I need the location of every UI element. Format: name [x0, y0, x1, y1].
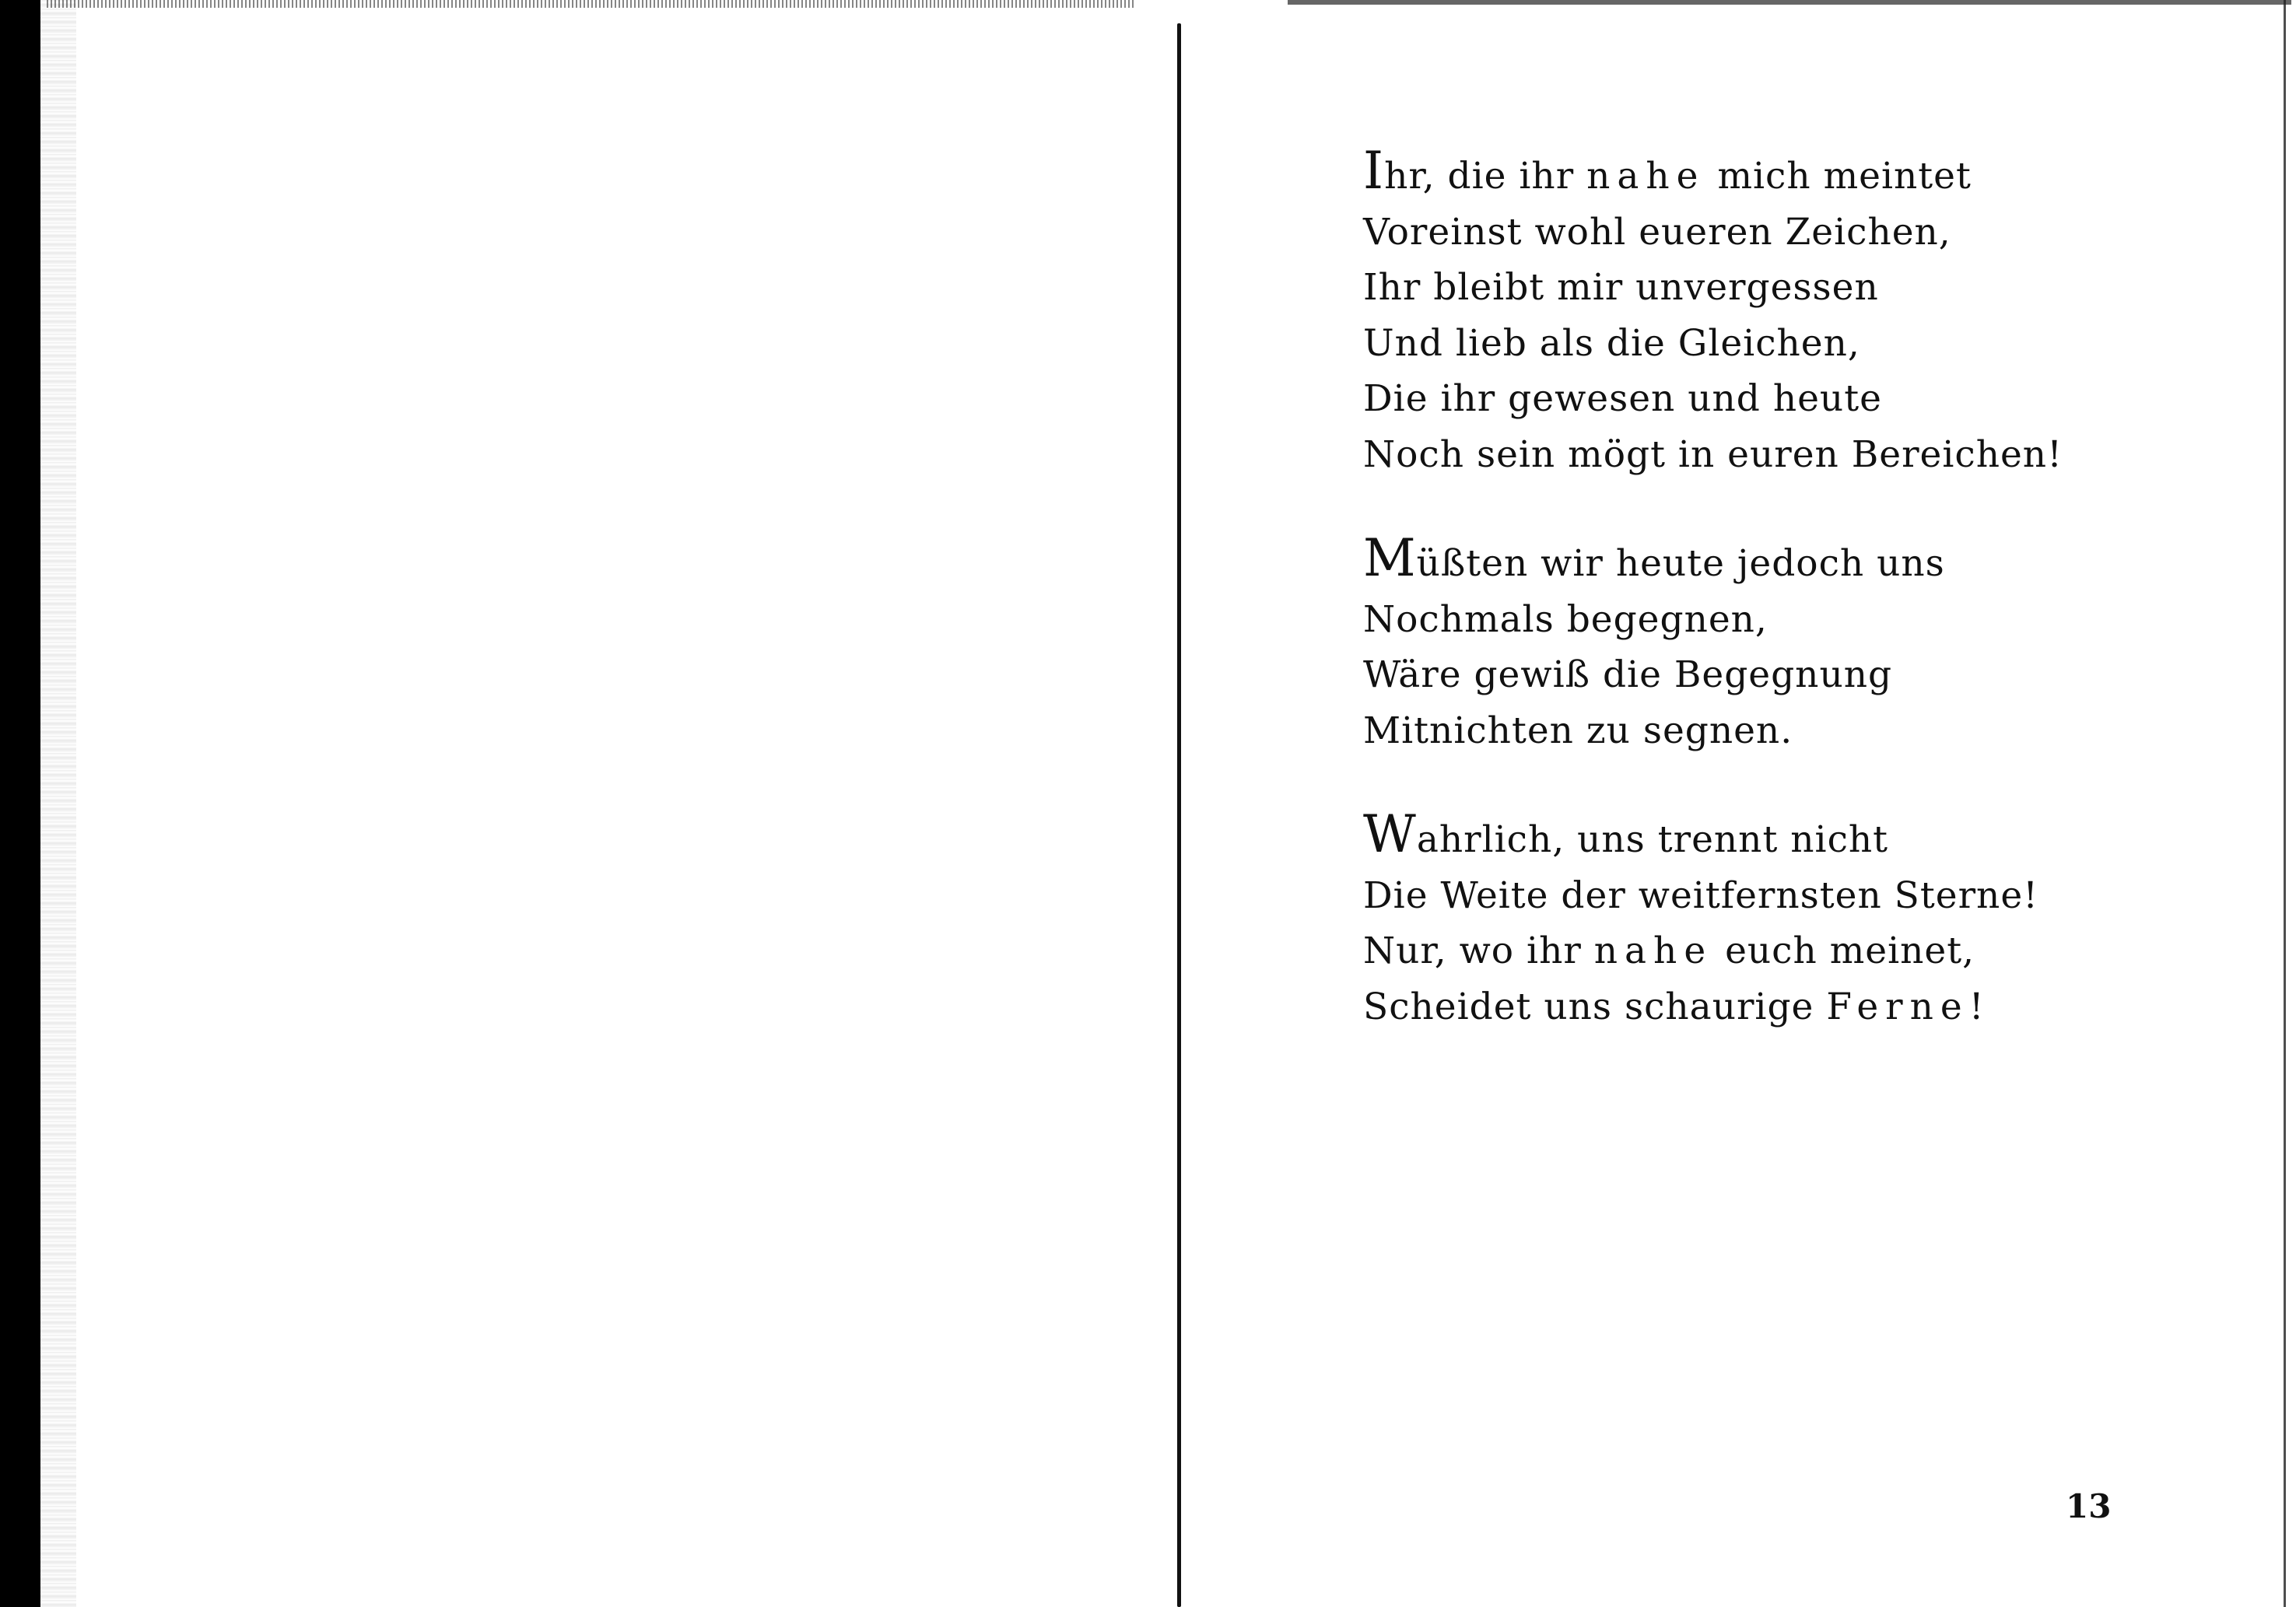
poem-line: Nochmals begegnen,	[1363, 597, 1768, 641]
poem-line: Voreinst wohl eueren Zeichen,	[1363, 210, 1951, 254]
scan-top-edge-left	[47, 0, 1136, 8]
poem-line: Noch sein mögt in euren Bereichen!	[1363, 432, 2063, 476]
line-text: mich meintet	[1705, 155, 1972, 198]
initial-letter: M	[1363, 528, 1417, 588]
scan-right-edge	[2284, 0, 2286, 1607]
line-text: üßten wir heute jedoch uns	[1416, 542, 1945, 585]
spaced-word: nahe	[1593, 930, 1713, 972]
poem-line	[1363, 528, 2141, 592]
line-text: ahrlich, uns trennt nicht	[1416, 818, 1889, 861]
line-text: hr, die ihr	[1384, 155, 1587, 198]
poem-line: Ihr bleibt mir unvergessen	[1363, 266, 1879, 309]
poem-line: Die ihr gewesen und heute	[1363, 377, 1882, 420]
line-text: Scheidet uns schaurige	[1363, 985, 1827, 1028]
stanza-1	[1363, 141, 2141, 482]
page-number: 13	[2066, 1487, 2112, 1525]
poem-line	[1363, 141, 2141, 205]
spaced-word: Ferne	[1826, 985, 1969, 1028]
line-text: euch meinet,	[1712, 930, 1975, 972]
stanza-2	[1363, 528, 2141, 758]
initial-letter: W	[1363, 804, 1417, 864]
poem-line: Mitnichten zu segnen.	[1363, 709, 1793, 752]
line-text: !	[1968, 985, 1985, 1028]
poem-line	[1363, 979, 2141, 1035]
poem-line: Und lieb als die Gleichen,	[1363, 321, 1860, 365]
poem-line	[1363, 923, 2141, 979]
initial-letter: I	[1363, 141, 1385, 201]
stanza-3	[1363, 804, 2141, 1035]
scan-left-edge	[0, 0, 40, 1607]
poem-line: Wäre gewiß die Begegnung	[1363, 653, 1893, 696]
poem-line: Die Weite der weitfernsten Sterne!	[1363, 874, 2039, 917]
book-gutter	[1177, 23, 1181, 1607]
poem	[1363, 141, 2141, 1087]
line-text: Nur, wo ihr	[1363, 930, 1594, 972]
poem-line	[1363, 804, 2141, 868]
scan-left-edge-speckle	[40, 0, 76, 1607]
scan-top-edge-right	[1288, 0, 2291, 5]
spaced-word: nahe	[1586, 155, 1705, 198]
